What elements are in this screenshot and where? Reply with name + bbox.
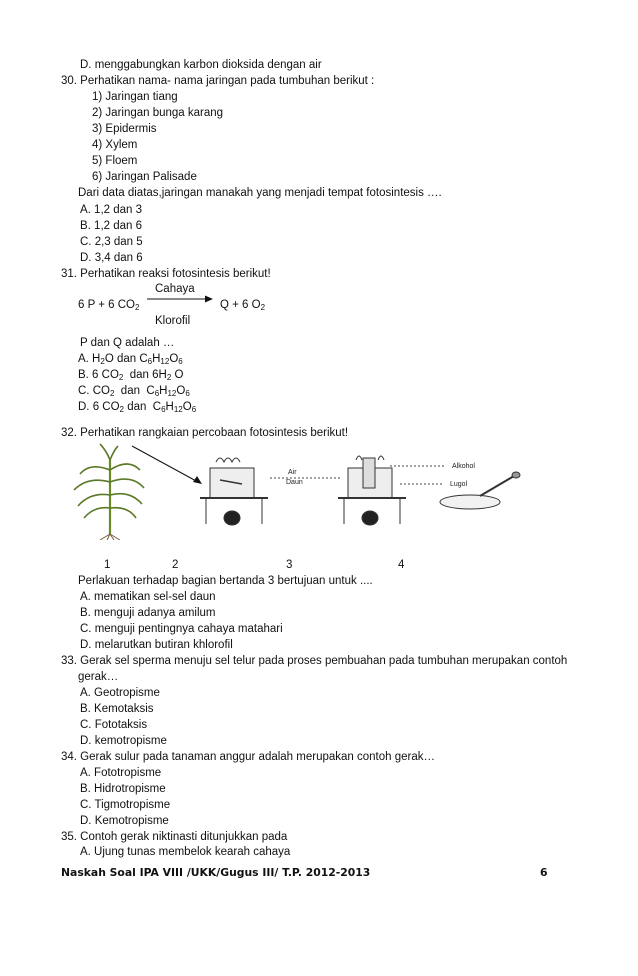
- q35-option-a: A. Ujung tunas membelok kearah cahaya: [80, 846, 291, 858]
- figure-number-2: 2: [172, 559, 179, 571]
- question-33-cont: gerak…: [78, 671, 119, 683]
- list-item: 3) Epidermis: [92, 123, 157, 135]
- figure-number-4: 4: [398, 559, 405, 571]
- list-item: 1) Jaringan tiang: [92, 91, 178, 103]
- q33-option-a: A. Geotropisme: [80, 687, 160, 699]
- reaction-cahaya-label: Cahaya: [155, 283, 195, 295]
- q33-option-c: C. Fototaksis: [80, 719, 148, 731]
- question-34: 34. Gerak sulur pada tanaman anggur adalah merupakan contoh gerak…: [61, 751, 435, 763]
- q30-prompt: Dari data diatas,jaringan manakah yang menjadi tempat fotosintesis ….: [78, 187, 442, 199]
- page-number: 6: [540, 866, 548, 879]
- q31-option-a: A. $H_2O$ dan $C_6H_{12}O_6$: [78, 353, 183, 366]
- plant-illustration: [74, 444, 144, 535]
- reaction-reactants: 6 P + 6 $CO_2$: [78, 299, 140, 312]
- reaction-klorofil-label: Klorofil: [155, 315, 191, 327]
- q30-option-d: D. 3,4 dan 6: [80, 252, 143, 264]
- q31-option-b: B. 6 $CO_2$ dan $6H_2$ O: [78, 369, 184, 382]
- list-item: 4) Xylem: [92, 139, 138, 151]
- q32-option-b: B. menguji adanya amilum: [80, 607, 216, 619]
- list-item: 6) Jaringan Palisade: [92, 171, 197, 183]
- pointer-arrow: [132, 446, 198, 482]
- q30-option-a: A. 1,2 dan 3: [80, 204, 143, 216]
- q32-prompt: Perlakuan terhadap bagian bertanda 3 bertujuan untuk ....: [78, 575, 373, 587]
- question-30: 30. Perhatikan nama- nama jaringan pada tumbuhan berikut :: [61, 75, 375, 87]
- plant-roots: [100, 534, 120, 540]
- q33-option-d: D. kemotropisme: [80, 735, 167, 747]
- q34-option-c: C. Tigmotropisme: [80, 799, 171, 811]
- q31-option-c: C. $CO_2$ dan $C_6H_{12}O_6$: [78, 385, 190, 398]
- water-bath-1: [200, 458, 268, 525]
- q34-option-d: D. Kemotropisme: [80, 815, 169, 827]
- q30-option-b: B. 1,2 dan 6: [80, 220, 143, 232]
- q32-option-d: D. melarutkan butiran khlorofil: [80, 639, 233, 651]
- question-31: 31. Perhatikan reaksi fotosintesis berikut!: [61, 268, 271, 280]
- reaction-arrow: [145, 294, 215, 304]
- question-33: 33. Gerak sel sperma menuju sel telur pada proses pembuahan pada tumbuhan merupakan contoh: [61, 655, 568, 667]
- q33-option-b: B. Kemotaksis: [80, 703, 154, 715]
- question-32: 32. Perhatikan rangkaian percobaan fotosintesis berikut!: [61, 427, 349, 439]
- reaction-products: Q + 6 $O_2$: [220, 299, 266, 312]
- q32-option-c: C. menguji pentingnya cahaya matahari: [80, 623, 283, 635]
- question-35: 35. Contoh gerak niktinasti ditunjukkan pada: [61, 831, 288, 843]
- q30-option-c: C. 2,3 dan 5: [80, 236, 143, 248]
- label-alkohol: Alkohol: [452, 463, 475, 470]
- label-daun: Daun: [286, 479, 303, 486]
- q34-option-b: B. Hidrotropisme: [80, 783, 166, 795]
- q29-option-d: D. menggabungkan karbon dioksida dengan air: [80, 59, 322, 71]
- q34-option-a: A. Fototropisme: [80, 767, 162, 779]
- petri-dish: [440, 472, 520, 509]
- q32-option-a: A. mematikan sel-sel daun: [80, 591, 216, 603]
- q31-option-d: D. 6 $CO_2$ dan $C_6H_{12}O_6$: [78, 401, 197, 414]
- label-lugol: Lugol: [450, 481, 468, 488]
- figure-number-3: 3: [286, 559, 293, 571]
- figure-number-1: 1: [104, 559, 111, 571]
- footer-text: Naskah Soal IPA VIII /UKK/Gugus III/ T.P. 2012-2013: [61, 866, 371, 879]
- q31-prompt: P dan Q adalah …: [80, 337, 175, 349]
- list-item: 2) Jaringan bunga karang: [92, 107, 224, 119]
- list-item: 5) Floem: [92, 155, 138, 167]
- label-air: Air: [288, 469, 297, 476]
- photosynthesis-experiment-illustration: [70, 440, 540, 540]
